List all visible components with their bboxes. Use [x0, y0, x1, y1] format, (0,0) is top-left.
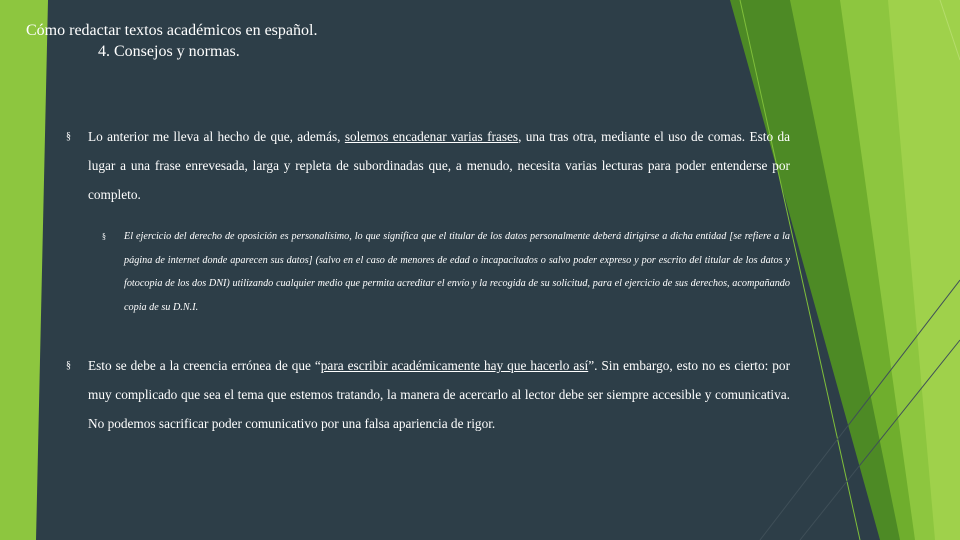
- bullet-paragraph-2: [66, 351, 790, 438]
- example-text: El ejercicio del derecho de oposición es personalísimo, lo que significa que el titular de los datos personalmente deberá dirigirse a dicha entidad [se refiere a la página de internet donde aparecen sus datos] (salvo en el caso de menores de edad o incapacitados o salvo poder expreso y por escrito del titular de los datos y fotocopia de los dos DNI) utilizando cualquier medio que permita acreditar el envío y la recogida de su solicitud, para el ejercicio de sus derechos, acompañando copia de su D.N.I.: [124, 231, 790, 313]
- p1-underlined-phrase: solemos encadenar varias frases: [344, 129, 519, 144]
- bullet-icon: §: [66, 131, 71, 142]
- p1-text-end: , una tras otra, mediante el uso de comas. Esto da lugar a una frase enrevesada, larga y repleta de subordinadas que, a menudo, necesita varias lecturas para poder entenderse por completo.: [88, 129, 790, 202]
- left-green-stripe: [0, 0, 48, 540]
- example-paragraph: [102, 225, 790, 319]
- title-line-1: Cómo redactar textos académicos en español.: [26, 22, 318, 39]
- slide-title: [26, 20, 317, 62]
- bullet-icon: §: [66, 360, 71, 371]
- bullet-paragraph-1: [66, 122, 790, 209]
- p2-text-start: Esto se debe a la creencia errónea de que “: [88, 358, 321, 373]
- p2-underlined-phrase: para escribir académicamente hay que hacerlo así: [320, 358, 589, 373]
- slide-body: [66, 122, 790, 438]
- p2-text-end: ”. Sin embargo, esto no es cierto: por muy complicado que sea el tema que estemos tratando, la manera de acercarlo al lector debe ser siempre accesible y comunicativa. No podemos sacrificar poder comunicativo por una falsa apariencia de rigor.: [88, 358, 790, 431]
- p1-text-start: Lo anterior me lleva al hecho de que, además,: [88, 129, 345, 144]
- sub-bullet-icon: §: [102, 232, 106, 241]
- title-line-2: 4. Consejos y normas.: [98, 43, 240, 60]
